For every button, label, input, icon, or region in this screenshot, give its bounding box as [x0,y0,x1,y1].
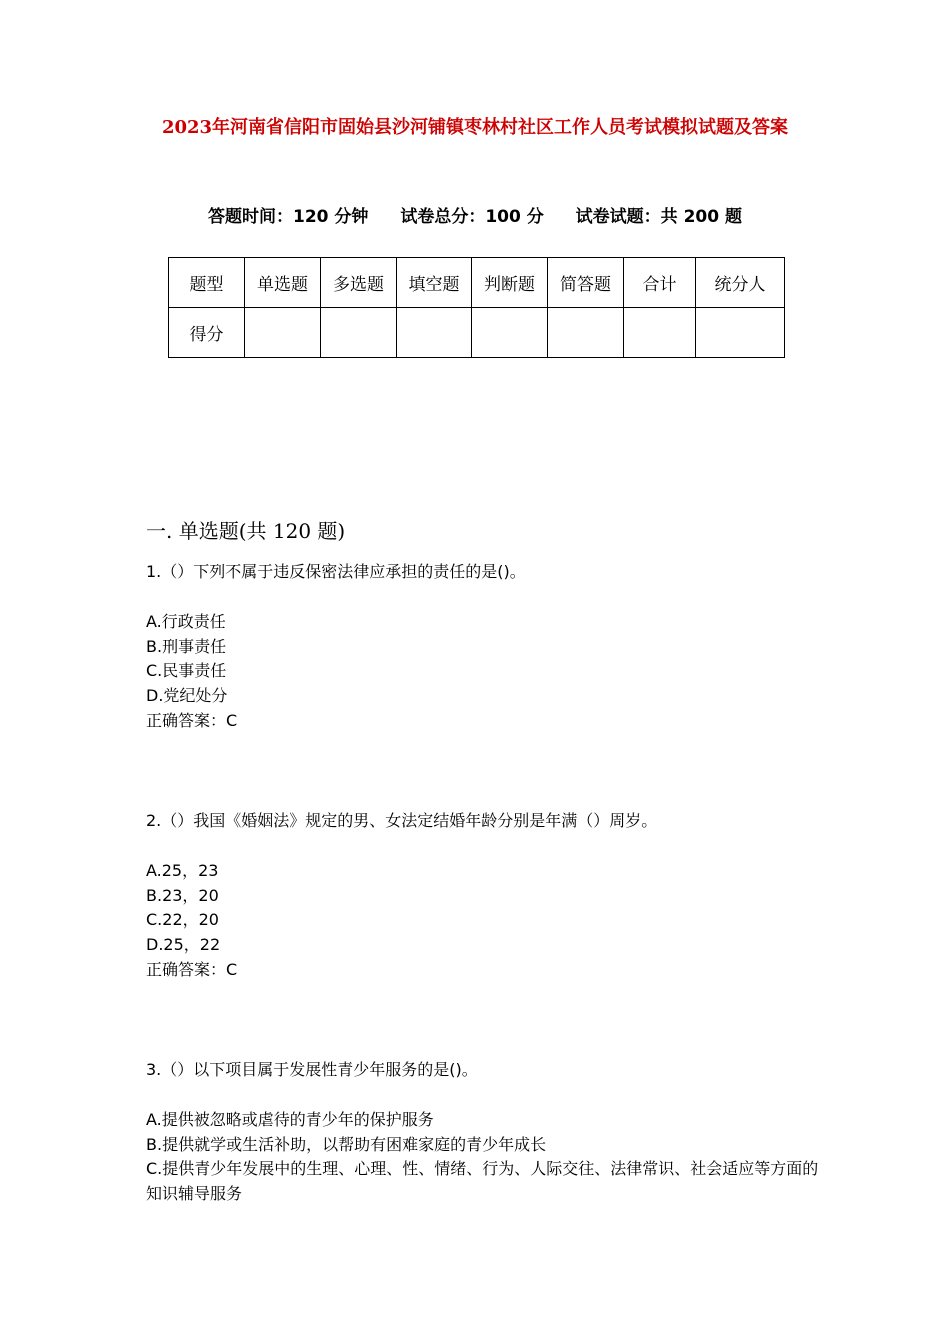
question-option: A.25，23 [146,860,219,880]
score-table-header: 合计 [624,258,696,308]
question-answer: 正确答案：C [146,959,238,979]
question-option: A.行政责任 [146,611,226,631]
question-option: C.民事责任 [146,661,227,681]
score-row-label: 得分 [169,308,245,358]
score-table-header: 简答题 [548,258,624,308]
question-option: B.23，20 [146,885,219,905]
page-title: 2023年河南省信阳市固始县沙河铺镇枣林村社区工作人员考试模拟试题及答案 [161,117,789,138]
score-table-header: 题型 [169,258,245,308]
score-table-header: 单选题 [245,258,321,308]
score-table [168,257,785,358]
question-text: 1.（）下列不属于违反保密法律应承担的责任的是()。 [146,562,526,581]
score-cell [397,308,472,358]
question-option: A.提供被忽略或虐待的青少年的保护服务 [146,1109,434,1129]
question-2 [146,809,826,983]
score-cell [548,308,624,358]
question-option: C.22，20 [146,910,219,930]
exam-total-questions: 试卷试题：共 200 题 [575,207,742,227]
score-cell [624,308,696,358]
score-table-header: 填空题 [397,258,472,308]
question-text: 2.（）我国《婚姻法》规定的男、女法定结婚年龄分别是年满（）周岁。 [146,811,658,830]
exam-total-score: 试卷总分：100 分 [400,207,544,227]
score-table-header: 多选题 [321,258,397,308]
section-heading: 一. 单选题(共 120 题) [146,519,346,543]
question-3 [146,1058,826,1207]
score-cell [696,308,785,358]
score-table-score-row [169,308,785,358]
score-cell [472,308,548,358]
question-option: D.25，22 [146,935,221,955]
exam-meta [0,202,950,227]
score-table-header: 判断题 [472,258,548,308]
question-option: D.党纪处分 [146,686,228,706]
exam-time: 答题时间：120 分钟 [208,207,369,227]
question-text: 3.（）以下项目属于发展性青少年服务的是()。 [146,1060,478,1079]
score-table-header: 统分人 [696,258,785,308]
question-1 [146,560,826,734]
question-answer: 正确答案：C [146,710,238,730]
question-option: C.提供青少年发展中的生理、心理、性、情绪、行为、人际交往、法律常识、社会适应等方面的知识辅导服务 [146,1159,819,1204]
question-option: B.提供就学或生活补助，以帮助有困难家庭的青少年成长 [146,1134,547,1154]
score-cell [245,308,321,358]
question-option: B.刑事责任 [146,636,227,656]
score-cell [321,308,397,358]
score-table-header-row [169,258,785,308]
